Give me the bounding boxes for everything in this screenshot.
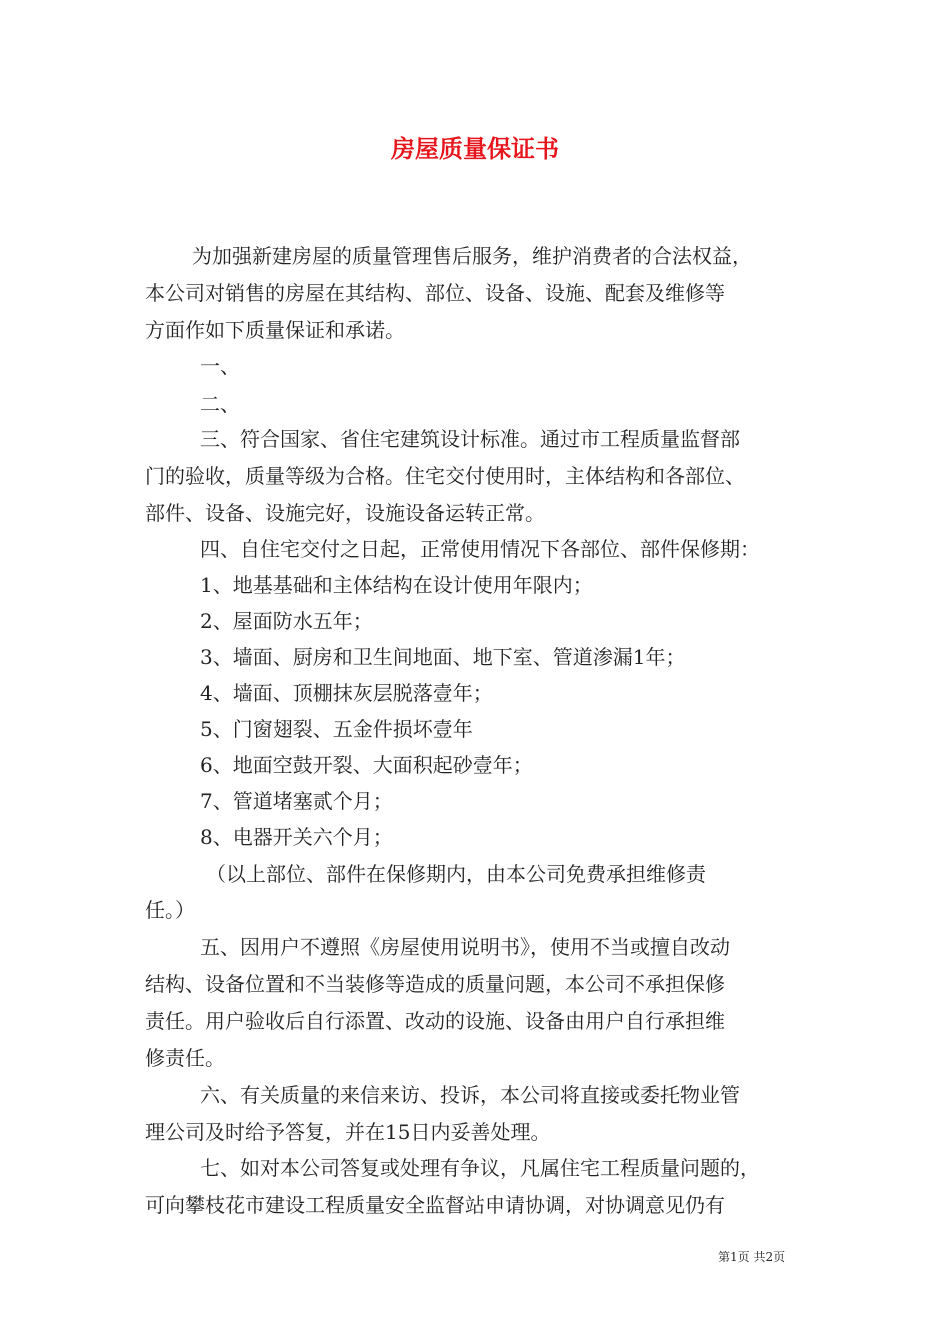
paragraph-line: 责任。用户验收后自行添置、改动的设施、设备由用户自行承担维	[145, 1009, 725, 1033]
paragraph-line: 二、	[200, 392, 240, 416]
paragraph-line: 四、自住宅交付之日起，正常使用情况下各部位、部件保修期：	[200, 537, 760, 561]
paragraph-line: 三、符合国家、省住宅建筑设计标准。通过市工程质量监督部	[200, 427, 740, 451]
list-item: 8、电器开关六个月；	[200, 825, 393, 849]
page-number: 第1页 共2页	[718, 1250, 786, 1264]
list-item: 6、地面空鼓开裂、大面积起砂壹年；	[200, 753, 533, 777]
list-item: 7、管道堵塞贰个月；	[200, 789, 393, 813]
paragraph-line: 修责任。	[145, 1046, 225, 1070]
paragraph-line: 部件、设备、设施完好，设施设备运转正常。	[145, 501, 545, 525]
list-item: 2、屋面防水五年；	[200, 609, 373, 633]
paragraph-line: 六、有关质量的来信来访、投诉，本公司将直接或委托物业管	[200, 1083, 740, 1107]
paragraph-line: 五、因用户不遵照《房屋使用说明书》，使用不当或擅自改动	[200, 935, 730, 959]
paragraph-line: 任。）	[145, 898, 195, 922]
paragraph-line: 方面作如下质量保证和承诺。	[145, 318, 405, 342]
list-item: 1、地基基础和主体结构在设计使用年限内；	[200, 573, 593, 597]
paragraph-line: 可向攀枝花市建设工程质量安全监督站申请协调，对协调意见仍有	[145, 1193, 725, 1217]
paragraph-line: 为加强新建房屋的质量管理售后服务，维护消费者的合法权益，	[192, 244, 752, 268]
paragraph-line: 一、	[200, 354, 240, 378]
list-item: 5、门窗翅裂、五金件损坏壹年	[200, 717, 473, 741]
paragraph-line: 七、如对本公司答复或处理有争议，凡属住宅工程质量问题的，	[200, 1156, 760, 1180]
list-item: 3、墙面、厨房和卫生间地面、地下室、管道渗漏1年；	[200, 645, 686, 669]
paragraph-line: 理公司及时给予答复，并在15日内妥善处理。	[145, 1120, 551, 1144]
document-title: 房屋质量保证书	[391, 134, 559, 163]
paragraph-line: 门的验收，质量等级为合格。住宅交付使用时，主体结构和各部位、	[145, 464, 745, 488]
paragraph-line: 结构、设备位置和不当装修等造成的质量问题，本公司不承担保修	[145, 972, 725, 996]
list-item: 4、墙面、顶棚抹灰层脱落壹年；	[200, 681, 493, 705]
paragraph-line: 本公司对销售的房屋在其结构、部位、设备、设施、配套及维修等	[145, 281, 725, 305]
paragraph-line: （以上部位、部件在保修期内，由本公司免费承担维修责	[206, 862, 706, 886]
